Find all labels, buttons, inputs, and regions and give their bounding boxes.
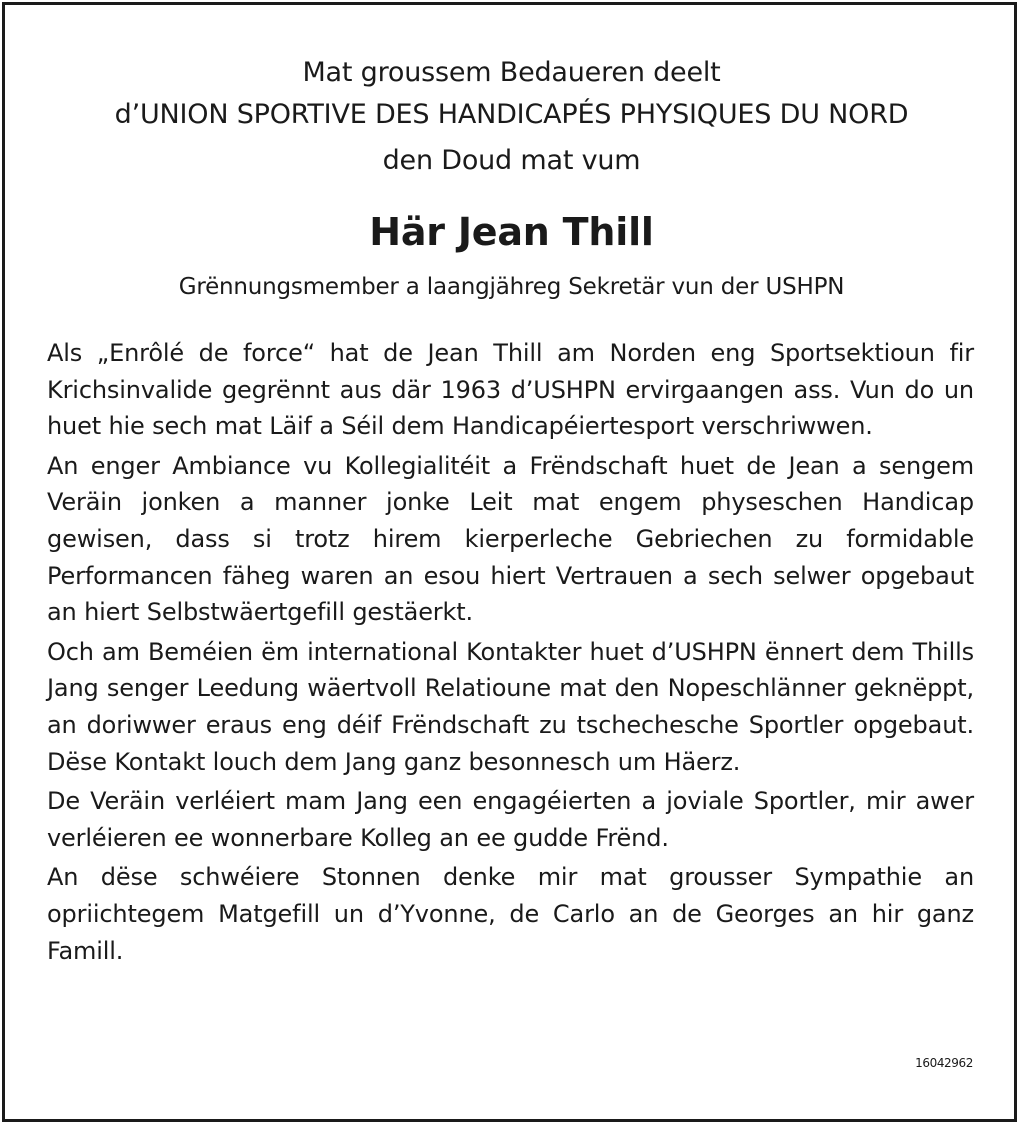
deceased-name: Här Jean Thill [369, 210, 654, 254]
paragraph-international: Och am Beméien ëm international Kontakter huet d’USHPN ënnert dem Thills Jang senger Leedung wäertvoll Relatioune mat den Nopeschlänner geknëppt, an doriwwer eraus eng déif Frëndschaft zu tschechesche Sportler opgebaut. Dëse Kontakt louch dem Jang ganz besonnesch um Häerz. [47, 637, 974, 776]
notice-body [47, 335, 974, 972]
paragraph-history: Als „Enrôlé de force“ hat de Jean Thill am Norden eng Sportsektioun fir Krichsinvalide gegrënnt aus där 1963 d’USHPN ervirgaangen ass. Vun do un huet hie sech mat Läif a Séil dem Handicapéiertesport verschriwwen. [47, 339, 974, 441]
announcement-line: den Doud mat vum [382, 145, 641, 176]
paragraph-loss: De Veräin verléiert mam Jang een engagéierten a joviale Sportler, mir awer verléieren ee wonnerbare Kolleg an ee gudde Frënd. [47, 787, 974, 852]
reference-number: 16042962 [915, 1056, 973, 1070]
organization-name: d’UNION SPORTIVE DES HANDICAPÉS PHYSIQUES DU NORD [114, 99, 909, 130]
paragraph-sympathy: An dëse schwéiere Stonnen denke mir mat grousser Sympathie an opriichtegem Matgefill un d’Yvonne, de Carlo an de Georges an hir ganz Famill. [47, 863, 974, 965]
deceased-role: Grënnungsmember a laangjähreg Sekretär vun der USHPN [178, 274, 845, 300]
paragraph-ambiance: An enger Ambiance vu Kollegialitéit a Frëndschaft huet de Jean a sengem Veräin jonken a manner jonke Leit mat engem physeschen Handicap gewisen, dass si trotz hirem kierperleche Gebriechen zu formidable Performancen fäheg waren an esou hiert Vertrauen a sech selwer opgebaut an hiert Selbstwäertgefill gestäerkt. [47, 451, 974, 627]
intro-line: Mat groussem Bedaueren deelt [302, 57, 721, 88]
